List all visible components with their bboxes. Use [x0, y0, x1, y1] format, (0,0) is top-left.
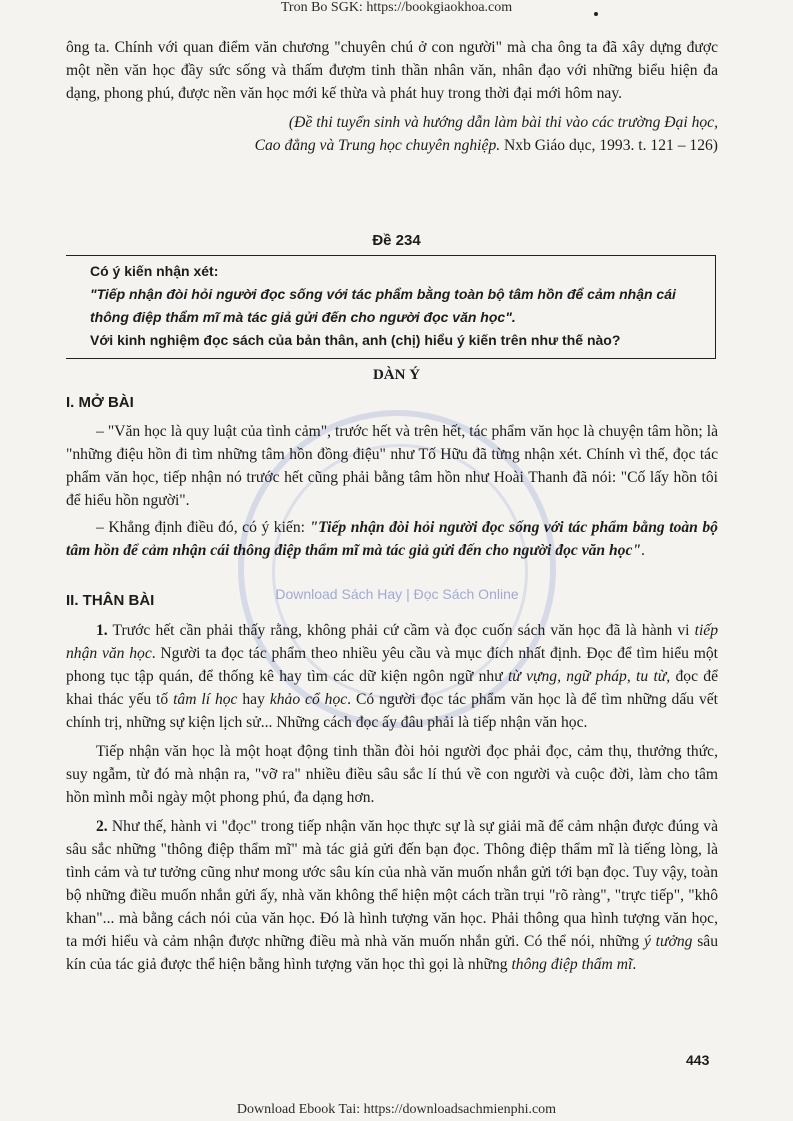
s2p3-a: Như thế, hành vi "đọc" trong tiếp nhận văn học thực sự là sự giải mã để cảm nhận được đúng và sâu sắc những "thông điệp thẩm mĩ" mà tác giả gửi đến bạn đọc. Thông điệp thẩm mĩ là tiếng lòng, là tình cảm và tư tưởng cũng như mong ước sâu kín của nhà văn muốn nhắn gửi tới bạn đọc. Tuy vậy, toàn bộ những điều muốn nhắn gửi ấy, nhà văn không thể hiện một cách trần trụi "rõ ràng", "trực tiếp", "khô khan"... mà bằng cách nói của văn học. Đó là hình tượng văn học. Phải thông qua hình tượng văn học, ta mới hiểu và cảm nhận được những điều mà nhà văn muốn nhắn gửi. Có thể nói, những: [66, 818, 718, 950]
s2p1-f: tâm lí học: [173, 691, 238, 708]
citation-line-2: [66, 134, 718, 157]
section-2-paragraph-1: [66, 619, 718, 734]
question-quote: "Tiếp nhận đòi hỏi người đọc sống với tác phẩm bằng toàn bộ tâm hồn để cảm nhận cái thông điệp thẩm mĩ mà tác giả gửi đến cho người đọc văn học".: [90, 286, 676, 325]
citation-rest: Nxb Giáo dục, 1993. t. 121 – 126): [500, 137, 718, 154]
intro-paragraph: ông ta. Chính với quan điểm văn chương "chuyên chú ở con người" mà cha ông ta đã xây dựng được một nền văn học đầy sức sống và thấm đượm tinh thần nhân văn, nhân đạo với những biểu hiện đa dạng, phong phú, được nền văn học mới kế thừa và phát huy trong thời đại mới hôm nay.: [66, 39, 718, 102]
stray-dot: [594, 12, 598, 16]
section-1-paragraph-1: – "Văn học là quy luật của tình cảm", trước hết và trên hết, tác phẩm văn học là chuyện tâm hồn; là "những điệu hồn đi tìm những tâm hồn đồng điệu" như Tố Hữu đã từng nhận xét. Chính vì thế, đọc tác phẩm văn học, tiếp nhận nó trước hết cũng phải bằng tâm hồn như Hoài Thanh đã nói: "Cố lấy hồn tôi để hiểu hồn người".: [66, 423, 718, 509]
s2p1-g: hay: [237, 691, 270, 708]
s2p3-num: 2.: [96, 818, 108, 835]
section-1-heading: I. MỞ BÀI: [66, 394, 134, 411]
s2p1-i: . Có người đọc tác phẩm văn học là để tìm những dấu vết chính trị, những sự kiện lịch sử... Những cách đọc ấy đâu phải là tiếp nhận văn học.: [66, 691, 718, 731]
s2p1-c: . Người ta đọc tác phẩm theo nhiều yêu cầu và mục đích nhất định. Đọc để tìm hiểu một phong tục tập quán, để thống kê hay tìm các dữ kiện ngôn ngữ như: [66, 645, 718, 685]
page-number: 443: [686, 1052, 710, 1068]
exam-title: Đề 234: [372, 232, 421, 249]
section-2-paragraph-2: Tiếp nhận văn học là một hoạt động tinh thần đòi hỏi người đọc phải đọc, cảm thụ, thưởng thức, suy ngẫm, từ đó mà nhận ra, "vỡ ra" nhiều điều sâu sắc lí thú về con người và cuộc đời, làm cho tâm hồn mình mỗi ngày một phong phú, đa dạng hơn.: [66, 743, 718, 806]
section-2-paragraph-3: [66, 815, 718, 976]
question-lead: Có ý kiến nhận xét:: [90, 263, 219, 279]
s2p1-e: đọc để khai thác yếu tố: [66, 668, 718, 708]
section-2-body: [66, 619, 718, 976]
citation-line-1: (Đề thi tuyển sinh và hướng dẫn làm bài thi vào các trường Đại học,: [288, 114, 718, 131]
s1p2-end: .: [641, 542, 645, 559]
s1p2-start: – Khẳng định điều đó, có ý kiến:: [96, 519, 310, 536]
watermark-text: Download Sách Hay | Đọc Sách Online: [275, 586, 519, 602]
s2p3-e: .: [632, 956, 637, 973]
section-1-paragraph-2: [66, 516, 718, 562]
s2p3-c: sâu kín của tác giả được thể hiện bằng hình tượng văn học thì gọi là những: [66, 933, 719, 973]
s2p1-num: 1.: [96, 622, 108, 639]
s2p1-d: từ vựng, ngữ pháp, tu từ,: [507, 668, 671, 685]
question-ask: Với kinh nghiệm đọc sách của bản thân, anh (chị) hiểu ý kiến trên như thế nào?: [90, 332, 621, 348]
citation-italic: Cao đẳng và Trung học chuyên nghiệp.: [254, 137, 501, 154]
s2p1-a: Trước hết cần phải thấy rằng, không phải cứ cầm và đọc cuốn sách văn học đã là hành vi: [107, 622, 695, 639]
s2p1-h: khảo cổ học: [269, 691, 348, 708]
outline-title: DÀN Ý: [372, 367, 421, 383]
s1p2-quote: "Tiếp nhận đòi hỏi người đọc sống với tác phẩm bằng toàn bộ tâm hồn để cảm nhận cái thông điệp thẩm mĩ mà tác giả gửi đến cho người đọc văn học": [66, 519, 718, 559]
footer-banner: Download Ebook Tai: https://downloadsachmienphi.com: [236, 1102, 557, 1117]
header-banner: Tron Bo SGK: https://bookgiaokhoa.com: [280, 0, 513, 15]
question-box: [66, 255, 716, 359]
s2p3-b: ý tưởng: [643, 933, 693, 950]
intro-block: [66, 36, 718, 157]
section-2-heading: II. THÂN BÀI: [66, 592, 155, 609]
s2p1-b: tiếp nhận văn học: [66, 622, 718, 662]
section-1-body: [66, 420, 718, 562]
s2p3-d: thông điệp thẩm mĩ: [511, 956, 633, 973]
